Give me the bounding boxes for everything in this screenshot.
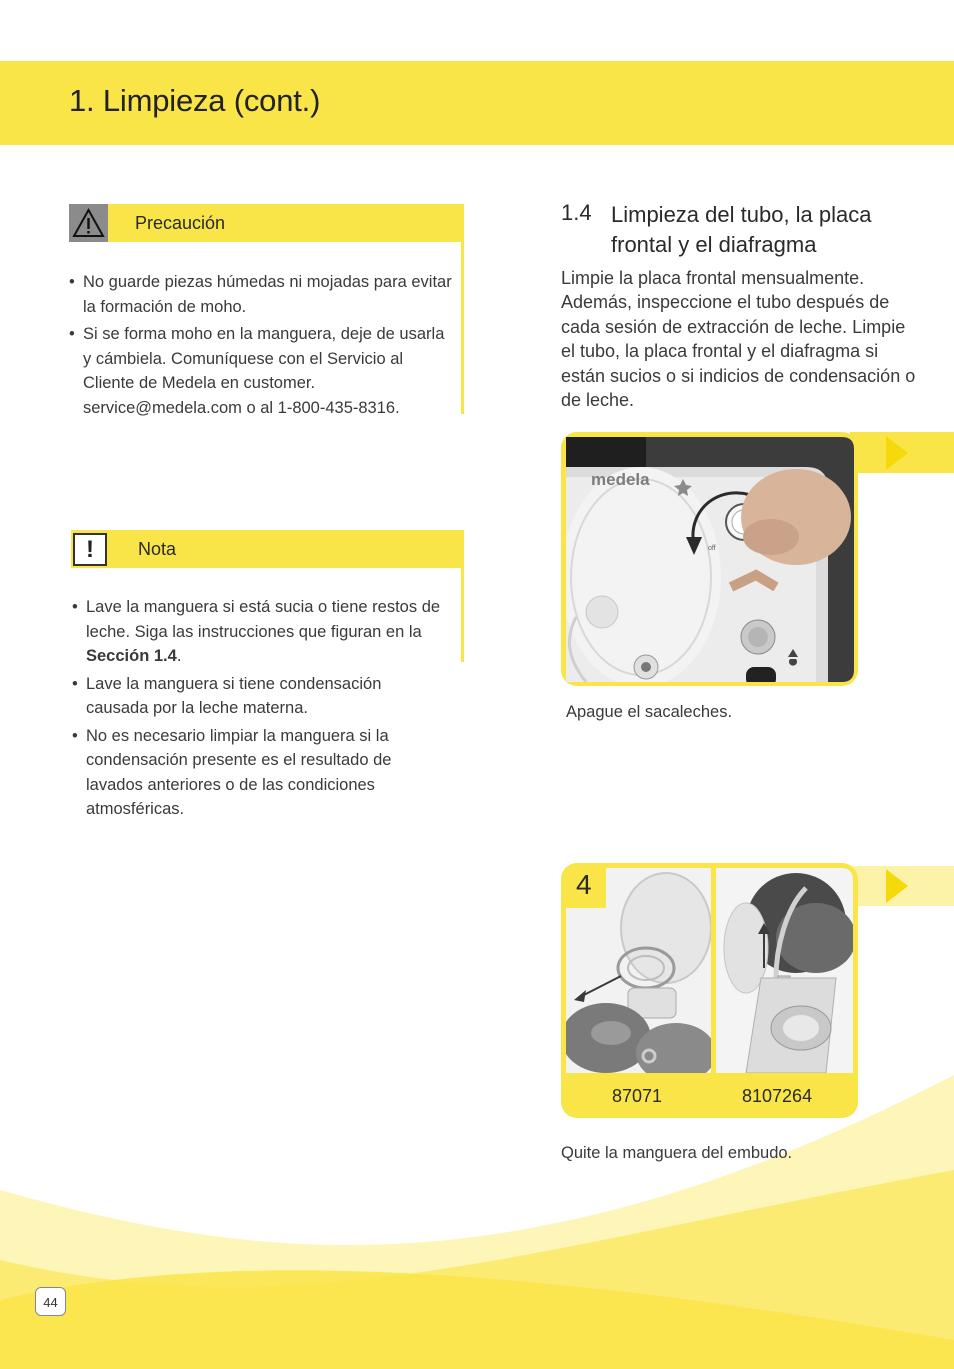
note-item-text: . xyxy=(176,647,182,665)
tubing-removal-photo-right xyxy=(716,868,853,1073)
brand-logo-text: medela xyxy=(591,470,650,489)
off-label: off xyxy=(708,545,716,552)
step4-tab-strip xyxy=(850,866,954,906)
warning-icon-box xyxy=(69,204,108,242)
step4-card xyxy=(561,863,858,1118)
note-list xyxy=(72,595,442,825)
section-body: Limpie la placa frontal mensualmente. Además, inspeccione el tubo después de cada sesión de extracción de leche. Limpie el tubo, la placa frontal y el diafragma si están sucios o si indicios de condensación o de leche. xyxy=(561,268,916,411)
note-header xyxy=(71,530,464,568)
step1-caption: Apague el sacaleches. xyxy=(566,703,733,721)
note-side-rule xyxy=(461,568,464,662)
tubing-removal-photo-left xyxy=(566,868,712,1073)
step1-tab-strip xyxy=(850,432,954,473)
caution-header xyxy=(69,204,464,242)
section-title: Limpieza del tubo, la placa frontal y el diafragma xyxy=(611,202,872,257)
list-item: • Lave la manguera si tiene condensación causada por la leche materna. xyxy=(72,672,442,721)
exclamation-icon: ! xyxy=(73,533,107,566)
caution-list xyxy=(69,270,454,423)
list-item xyxy=(72,595,442,669)
list-item: • No es necesario limpiar la manguera si la condensación presente es el resultado de lavados anteriores o de las condiciones atmosféricas. xyxy=(72,724,442,822)
medela-flower-icon xyxy=(673,477,693,497)
note-item-text: Lave la manguera si está sucia o tiene restos de leche. Siga las instrucciones que figuran en la xyxy=(86,598,441,641)
image-divider xyxy=(711,863,715,1073)
step4-caption: Quite la manguera del embudo. xyxy=(561,1144,793,1162)
step1-card xyxy=(561,432,858,686)
page-title: 1. Limpieza (cont.) xyxy=(69,83,321,118)
caution-side-rule xyxy=(461,242,464,414)
part-number-left: 87071 xyxy=(612,1086,663,1106)
list-item: • Si se forma moho en la manguera, deje de usarla y cámbiela. Comuníquese con el Servicio al Cliente de Medela en customer. service@medela.com o al 1-800-435-8316. xyxy=(69,322,454,420)
note-title: Nota xyxy=(138,539,177,559)
arrow-right-icon xyxy=(886,436,910,470)
page-number: 44 xyxy=(35,1287,66,1316)
warning-triangle-icon xyxy=(69,204,108,242)
caution-title: Precaución xyxy=(135,213,226,233)
part-number-right: 8107264 xyxy=(742,1086,813,1106)
section-reference: Sección 1.4 xyxy=(86,647,177,665)
list-item: • No guarde piezas húmedas ni mojadas para evitar la formación de moho. xyxy=(69,270,454,319)
arrow-right-icon xyxy=(886,869,910,903)
step-number: 4 xyxy=(576,869,592,900)
section-number: 1.4 xyxy=(561,200,592,225)
